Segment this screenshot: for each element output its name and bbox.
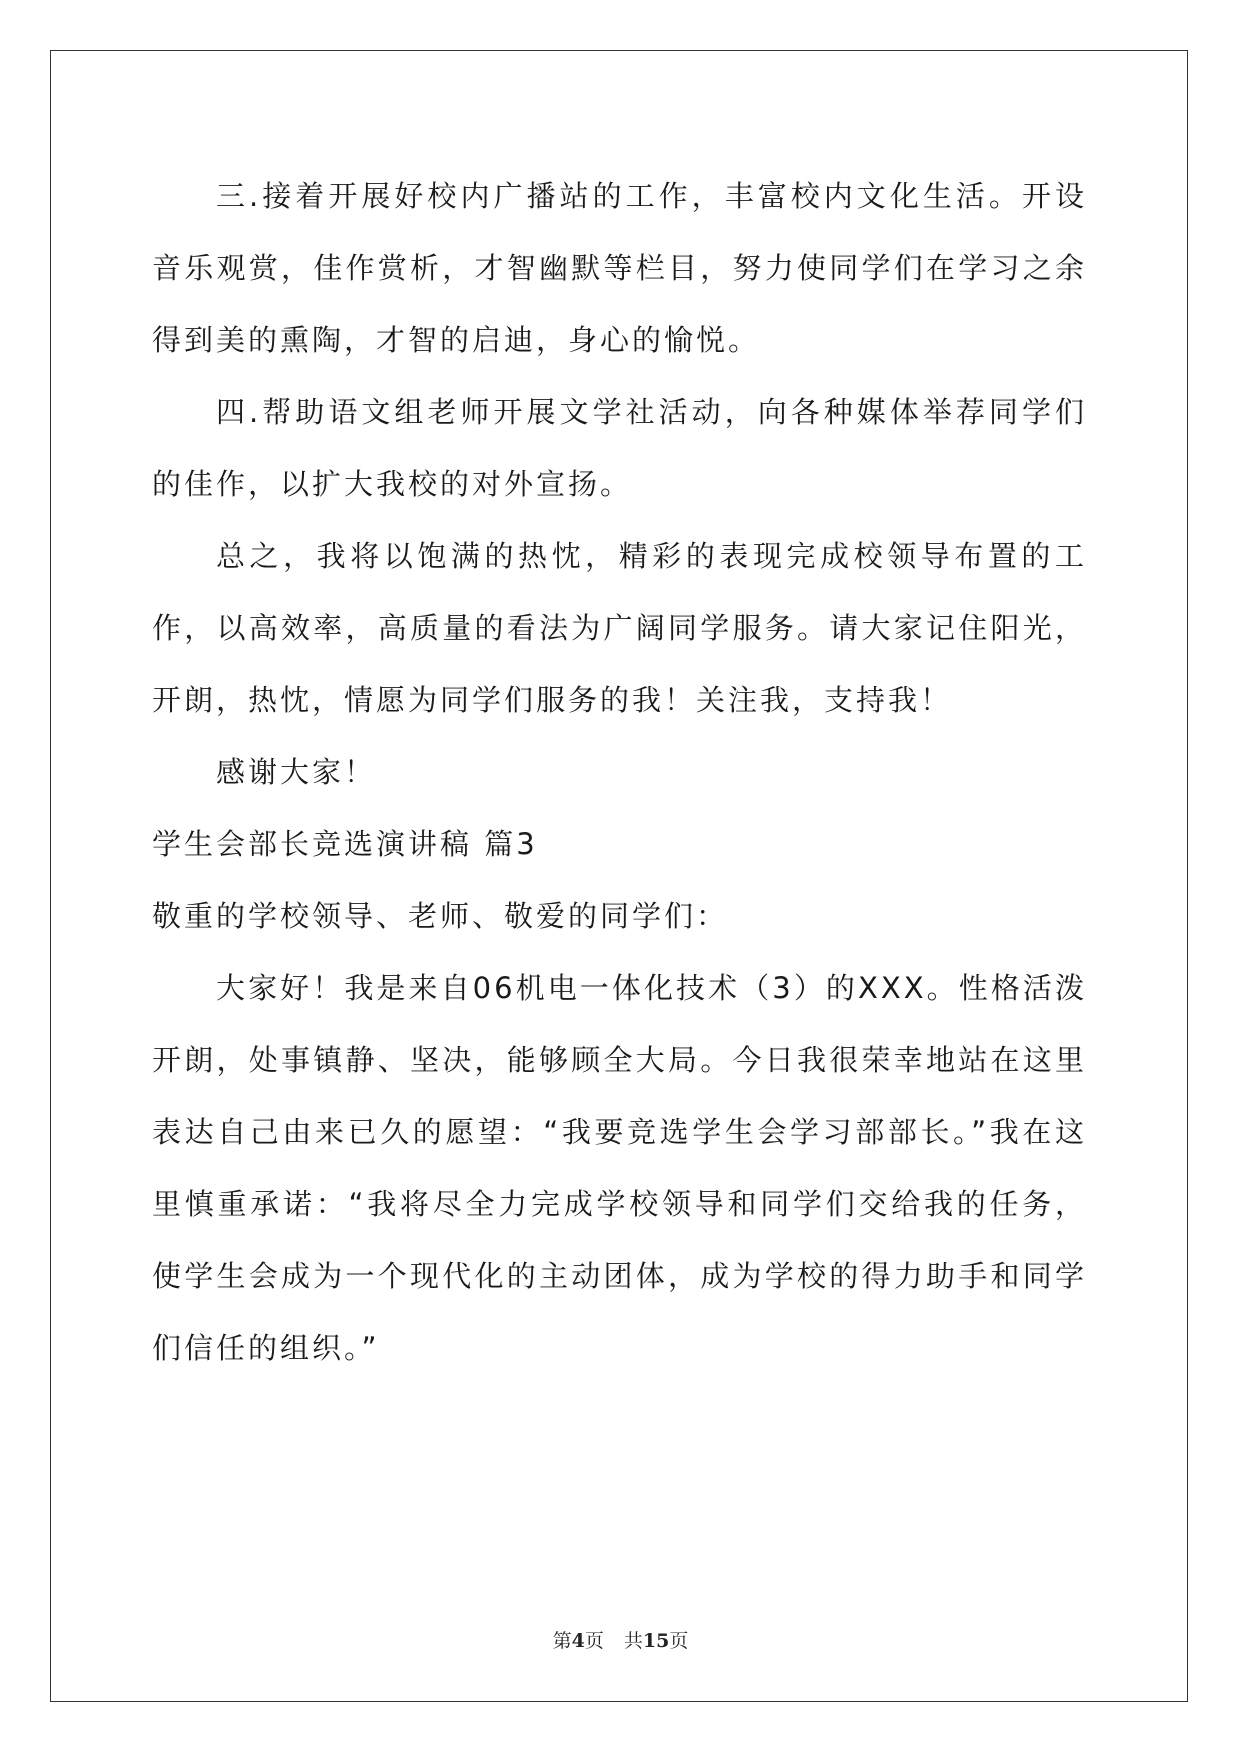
paragraph-introduction: 大家好！我是来自06机电一体化技术（3）的XXX。性格活泼开朗，处事镇静、坚决，能够顾全大局。今日我很荣幸地站在这里表达自己由来已久的愿望：“我要竞选学生会学习部部长。”我在这里慎重承诺：“我将尽全力完成学校领导和同学们交给我的任务，使学生会成为一个现代化的主动团体，成为学校的得力助手和同学们信任的组织。” <box>152 971 1087 1365</box>
footer-total-suffix: 页 <box>669 1630 689 1652</box>
salutation: 敬重的学校领导、老师、敬爱的同学们： <box>152 899 729 933</box>
paragraph-broadcast-station: 三.接着开展好校内广播站的工作，丰富校内文化生活。开设音乐观赏，佳作赏析，才智幽默等栏目，努力使同学们在学习之余得到美的熏陶，才智的启迪，身心的愉悦。 <box>152 179 1087 357</box>
document-body <box>152 160 1087 1384</box>
paragraph-thanks: 感谢大家！ <box>216 755 377 789</box>
footer-current-page: 4 <box>571 1630 585 1652</box>
page-footer <box>0 1626 1241 1653</box>
paragraph-literature-club: 四.帮助语文组老师开展文学社活动，向各种媒体举荐同学们的佳作，以扩大我校的对外宣扬。 <box>152 395 1087 501</box>
footer-prefix: 第 <box>552 1630 572 1652</box>
footer-page-suffix: 页 <box>584 1630 604 1652</box>
footer-total-pages: 15 <box>642 1630 670 1652</box>
paragraph-conclusion: 总之，我将以饱满的热忱，精彩的表现完成校领导布置的工作，以高效率，高质量的看法为广阔同学服务。请大家记住阳光，开朗，热忱，情愿为同学们服务的我！关注我，支持我！ <box>152 539 1087 717</box>
footer-total-prefix: 共 <box>623 1630 643 1652</box>
section-title: 学生会部长竞选演讲稿 篇3 <box>152 827 538 861</box>
